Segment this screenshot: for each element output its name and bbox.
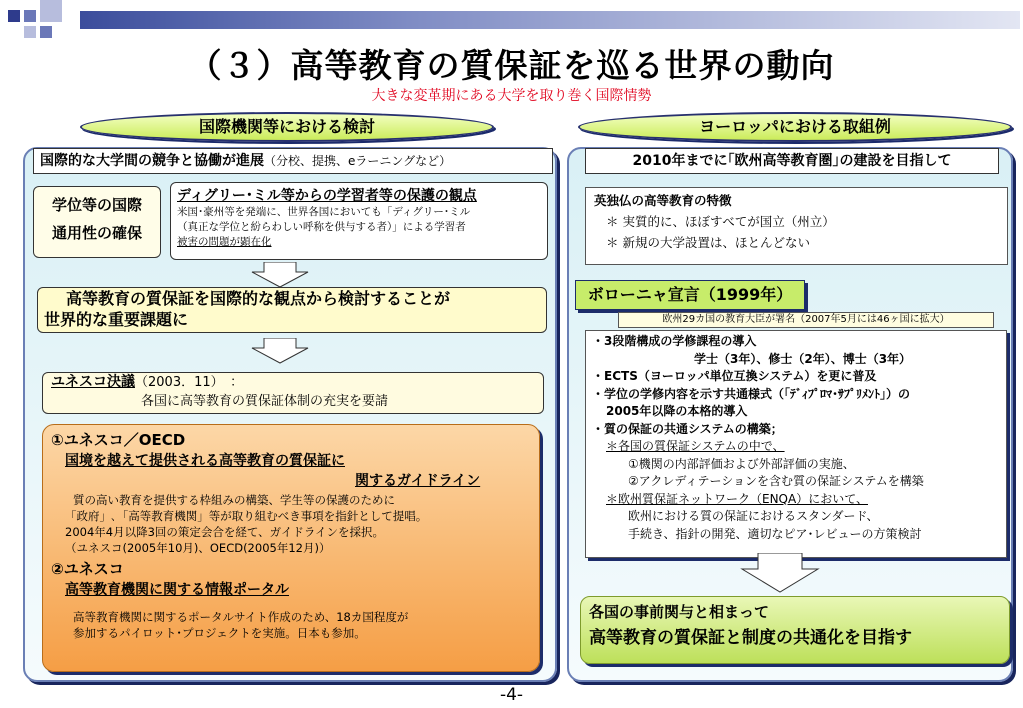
degree-mill-box: ディグリー･ミル等からの学習者等の保護の観点 米国･豪州等を発端に、世界各国においても「ディグリー･ミル （真正な学位と紛らわしい呼称を供与する者）」による学習者 被害の問題が顕在化 xyxy=(170,182,548,260)
deco-square xyxy=(24,26,36,38)
conclusion-box: 各国の事前関与と相まって 高等教育の質保証と制度の共通化を目指す xyxy=(580,596,1010,664)
down-arrow-icon xyxy=(740,553,820,593)
header-bar xyxy=(80,11,1020,29)
bologna-measures: ・3段階構成の学修課程の導入 学士（3年）、修士（2年）、博士（3年） ・ECTS（ヨーロッパ単位互換システム）を更に普及 ・学位の学修内容を示す共通様式（｢ﾃﾞｨﾌﾟﾛﾏ･ｻﾌﾟﾘﾒﾝﾄ｣）の 2005年以降の本格的導入 ・質の保証の共通システムの構築； ＊各国の質保証システムの中で、 ①機関の内部評価および外部評価の実施、 ②アクレディテーションを含む質の保証システムを構築 ＊欧州質保証ネットワーク（ENQA）において、 欧州における質の保証におけるスタンダード、 手続き、指針の開発、適切なピア･レビューの方策検討 xyxy=(585,330,1007,558)
left-section-header: 国際機関等における検討 xyxy=(80,112,494,142)
right-section-header: ヨーロッパにおける取組例 xyxy=(578,112,1012,142)
page-title: （３）高等教育の質保証を巡る世界の動向 xyxy=(188,46,835,85)
deco-square xyxy=(40,0,62,22)
unesco-resolution: ユネスコ決議（2003．11） ： 各国に高等教育の質保証体制の充実を要請 xyxy=(42,372,544,414)
guideline-box: ①ユネスコ／OECD 国境を越えて提供される高等教育の質保証に 関するガイドライン 質の高い教育を提供する枠組みの構築、学生等の保護のために 「政府」､「高等教育機関」等が取り組むべき事項を指針として提唱。 2004年4月以降3回の策定会合を経て、ガイドラインを採択。 （ユネスコ(2005年10月)、OECD(2005年12月)） ②ユネスコ 高等教育機関に関する情報ポータル 高等教育機関に関するポータルサイト作成のため、18カ国程度が 参加するパイロット･プロジェクトを実施。日本も参加。 xyxy=(42,424,540,672)
deco-square xyxy=(40,26,52,38)
degree-tag: 学位等の国際 通用性の確保 xyxy=(33,186,161,258)
bologna-note: 欧州29カ国の教育大臣が署名（2007年5月には46ヶ国に拡大） xyxy=(618,312,994,328)
bologna-declaration: ボローニャ宣言（1999年） xyxy=(575,280,805,310)
page-subtitle: 大きな変革期にある大学を取り巻く国際情勢 xyxy=(371,88,652,104)
europe-goal: 2010年までに｢欧州高等教育圏｣の建設を目指して xyxy=(585,148,999,174)
issue-box: 高等教育の質保証を国際的な観点から検討することが 世界的な重要課題に xyxy=(37,287,547,333)
deco-square xyxy=(8,10,20,22)
down-arrow-icon xyxy=(250,338,310,364)
down-arrow-icon xyxy=(250,262,310,288)
left-intro: 国際的な大学間の競争と協働が進展（分校、提携、eラーニングなど） xyxy=(33,148,553,174)
deco-square xyxy=(24,10,36,22)
page-number: -4- xyxy=(499,685,524,705)
features-box: 英独仏の高等教育の特徴 ＊ 実質的に、ほぼすべてが国立（州立） ＊ 新規の大学設置は、ほとんどない xyxy=(585,187,1008,265)
